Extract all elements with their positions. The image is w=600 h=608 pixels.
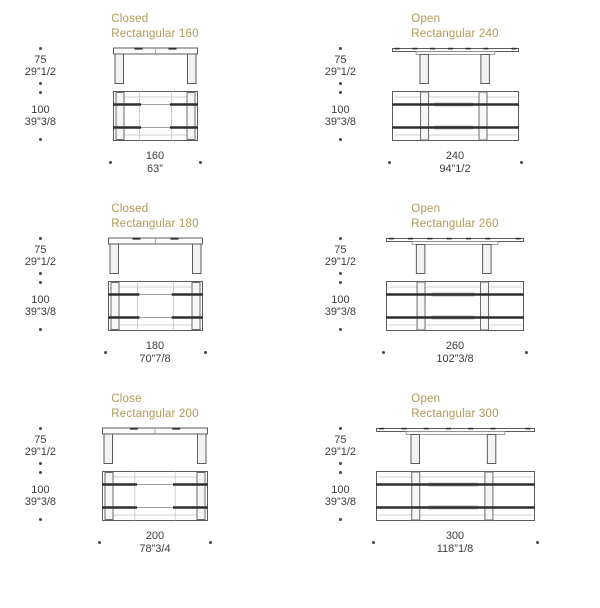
dimension-dot [520,161,523,164]
state-label: Closed [111,203,149,215]
dimension-dot [39,138,42,141]
model-label: Rectangular 300 [411,408,499,420]
depth-dimension [25,281,56,331]
table-top-view [386,281,524,331]
table-top-view [108,281,203,331]
panel-title [366,392,544,422]
width-cm-label: 260 [445,340,465,352]
height-inch-label: 29”1/2 [24,446,56,458]
width-inch-label: 102”3/8 [436,352,474,365]
height-cm-label: 75 [334,53,347,66]
width-dimension [388,150,523,175]
width-inch-label: 70”7/8 [139,352,171,365]
panel-open-240 [300,8,600,198]
depth-inch-label: 39”3/8 [324,496,356,508]
dimension-dot [204,351,207,354]
table-side-view [108,237,203,275]
model-label: Rectangular 240 [411,28,499,40]
depth-dimension [25,471,56,521]
model-label: Rectangular 260 [411,218,499,230]
depth-inch-label: 39”3/8 [24,116,56,128]
depth-dimension [25,91,56,141]
dimension-dot [339,281,342,284]
width-cm-label: 240 [445,150,465,162]
width-cm-label: 300 [445,530,465,542]
dimension-dot [339,237,342,240]
width-cm-label: 160 [145,150,165,162]
vertical-dimensions [0,237,66,331]
height-dimension [325,427,356,465]
dimension-dot [39,518,42,521]
panel-title [66,202,244,232]
depth-inch-label: 39”3/8 [24,496,56,508]
vertical-dimensions [300,237,366,331]
dimension-dot [39,237,42,240]
panel-open-300 [300,388,600,608]
height-cm-label: 75 [34,53,47,66]
panel-title [66,392,244,422]
table-top-view [113,91,198,141]
state-label: Open [411,13,441,25]
table-side-view [392,47,519,85]
depth-cm-label: 100 [331,293,350,306]
width-dimension [382,340,528,365]
dimension-dot [39,47,42,50]
height-inch-label: 29”1/2 [324,256,356,268]
dimension-dot [339,518,342,521]
panel-closed-180 [0,198,300,388]
width-cm-label: 180 [145,340,165,352]
width-inch-label: 94”1/2 [439,162,471,175]
panel-title [366,202,544,232]
table-side-view [113,47,198,85]
depth-cm-label: 100 [331,103,350,116]
height-dimension [25,47,56,85]
depth-inch-label: 39”3/8 [24,306,56,318]
panel-close-200 [0,388,300,608]
depth-dimension [325,281,356,331]
panel-closed-160 [0,8,300,198]
depth-cm-label: 100 [31,483,50,496]
depth-dimension [325,91,356,141]
dimension-dot [39,272,42,275]
vertical-dimensions [300,427,366,521]
depth-cm-label: 100 [331,483,350,496]
width-dimension [98,530,212,555]
height-cm-label: 75 [34,243,47,256]
dimension-dot [339,82,342,85]
dimension-dot [39,281,42,284]
vertical-dimensions [0,47,66,141]
dimension-dot [339,138,342,141]
dimension-dot [39,328,42,331]
model-label: Rectangular 160 [111,28,199,40]
dimension-dot [39,427,42,430]
depth-cm-label: 100 [31,103,50,116]
width-inch-label: 118”1/8 [436,542,474,555]
depth-dimension [325,471,356,521]
state-label: Open [411,203,441,215]
dimension-dot [339,471,342,474]
height-dimension [25,237,56,275]
depth-cm-label: 100 [31,293,50,306]
depth-inch-label: 39”3/8 [324,116,356,128]
height-cm-label: 75 [334,243,347,256]
model-label: Rectangular 200 [111,408,199,420]
width-dimension [372,530,539,555]
width-cm-label: 200 [145,530,165,542]
dimension-dot [339,272,342,275]
dimension-dot [339,47,342,50]
panel-title [366,12,544,42]
depth-inch-label: 39”3/8 [324,306,356,318]
height-inch-label: 29”1/2 [24,256,56,268]
dimension-dot [39,471,42,474]
panel-title [66,12,244,42]
height-dimension [325,47,356,85]
width-dimension [104,340,207,365]
dimension-dot [339,462,342,465]
dimension-dot [209,541,212,544]
width-inch-label: 63” [147,162,163,175]
model-label: Rectangular 180 [111,218,199,230]
state-label: Open [411,393,441,405]
dimension-dot [339,91,342,94]
table-side-view [376,427,535,465]
panel-open-260 [300,198,600,388]
dimension-dot [39,82,42,85]
height-dimension [325,237,356,275]
table-side-view [102,427,208,465]
dimension-dot [339,328,342,331]
height-cm-label: 75 [34,433,47,446]
height-inch-label: 29”1/2 [324,66,356,78]
dimension-dot [536,541,539,544]
width-inch-label: 78”3/4 [139,542,171,555]
vertical-dimensions [300,47,366,141]
dimension-dot [339,427,342,430]
height-inch-label: 29”1/2 [324,446,356,458]
dimension-dot [39,91,42,94]
table-top-view [102,471,208,521]
height-inch-label: 29”1/2 [24,66,56,78]
width-dimension [109,150,202,175]
state-label: Close [111,393,142,405]
height-cm-label: 75 [334,433,347,446]
dimension-dot [199,161,202,164]
table-top-view [376,471,535,521]
state-label: Closed [111,13,149,25]
table-side-view [386,237,524,275]
vertical-dimensions [0,427,66,521]
dimension-dot [39,462,42,465]
height-dimension [25,427,56,465]
dimension-dot [525,351,528,354]
table-top-view [392,91,519,141]
